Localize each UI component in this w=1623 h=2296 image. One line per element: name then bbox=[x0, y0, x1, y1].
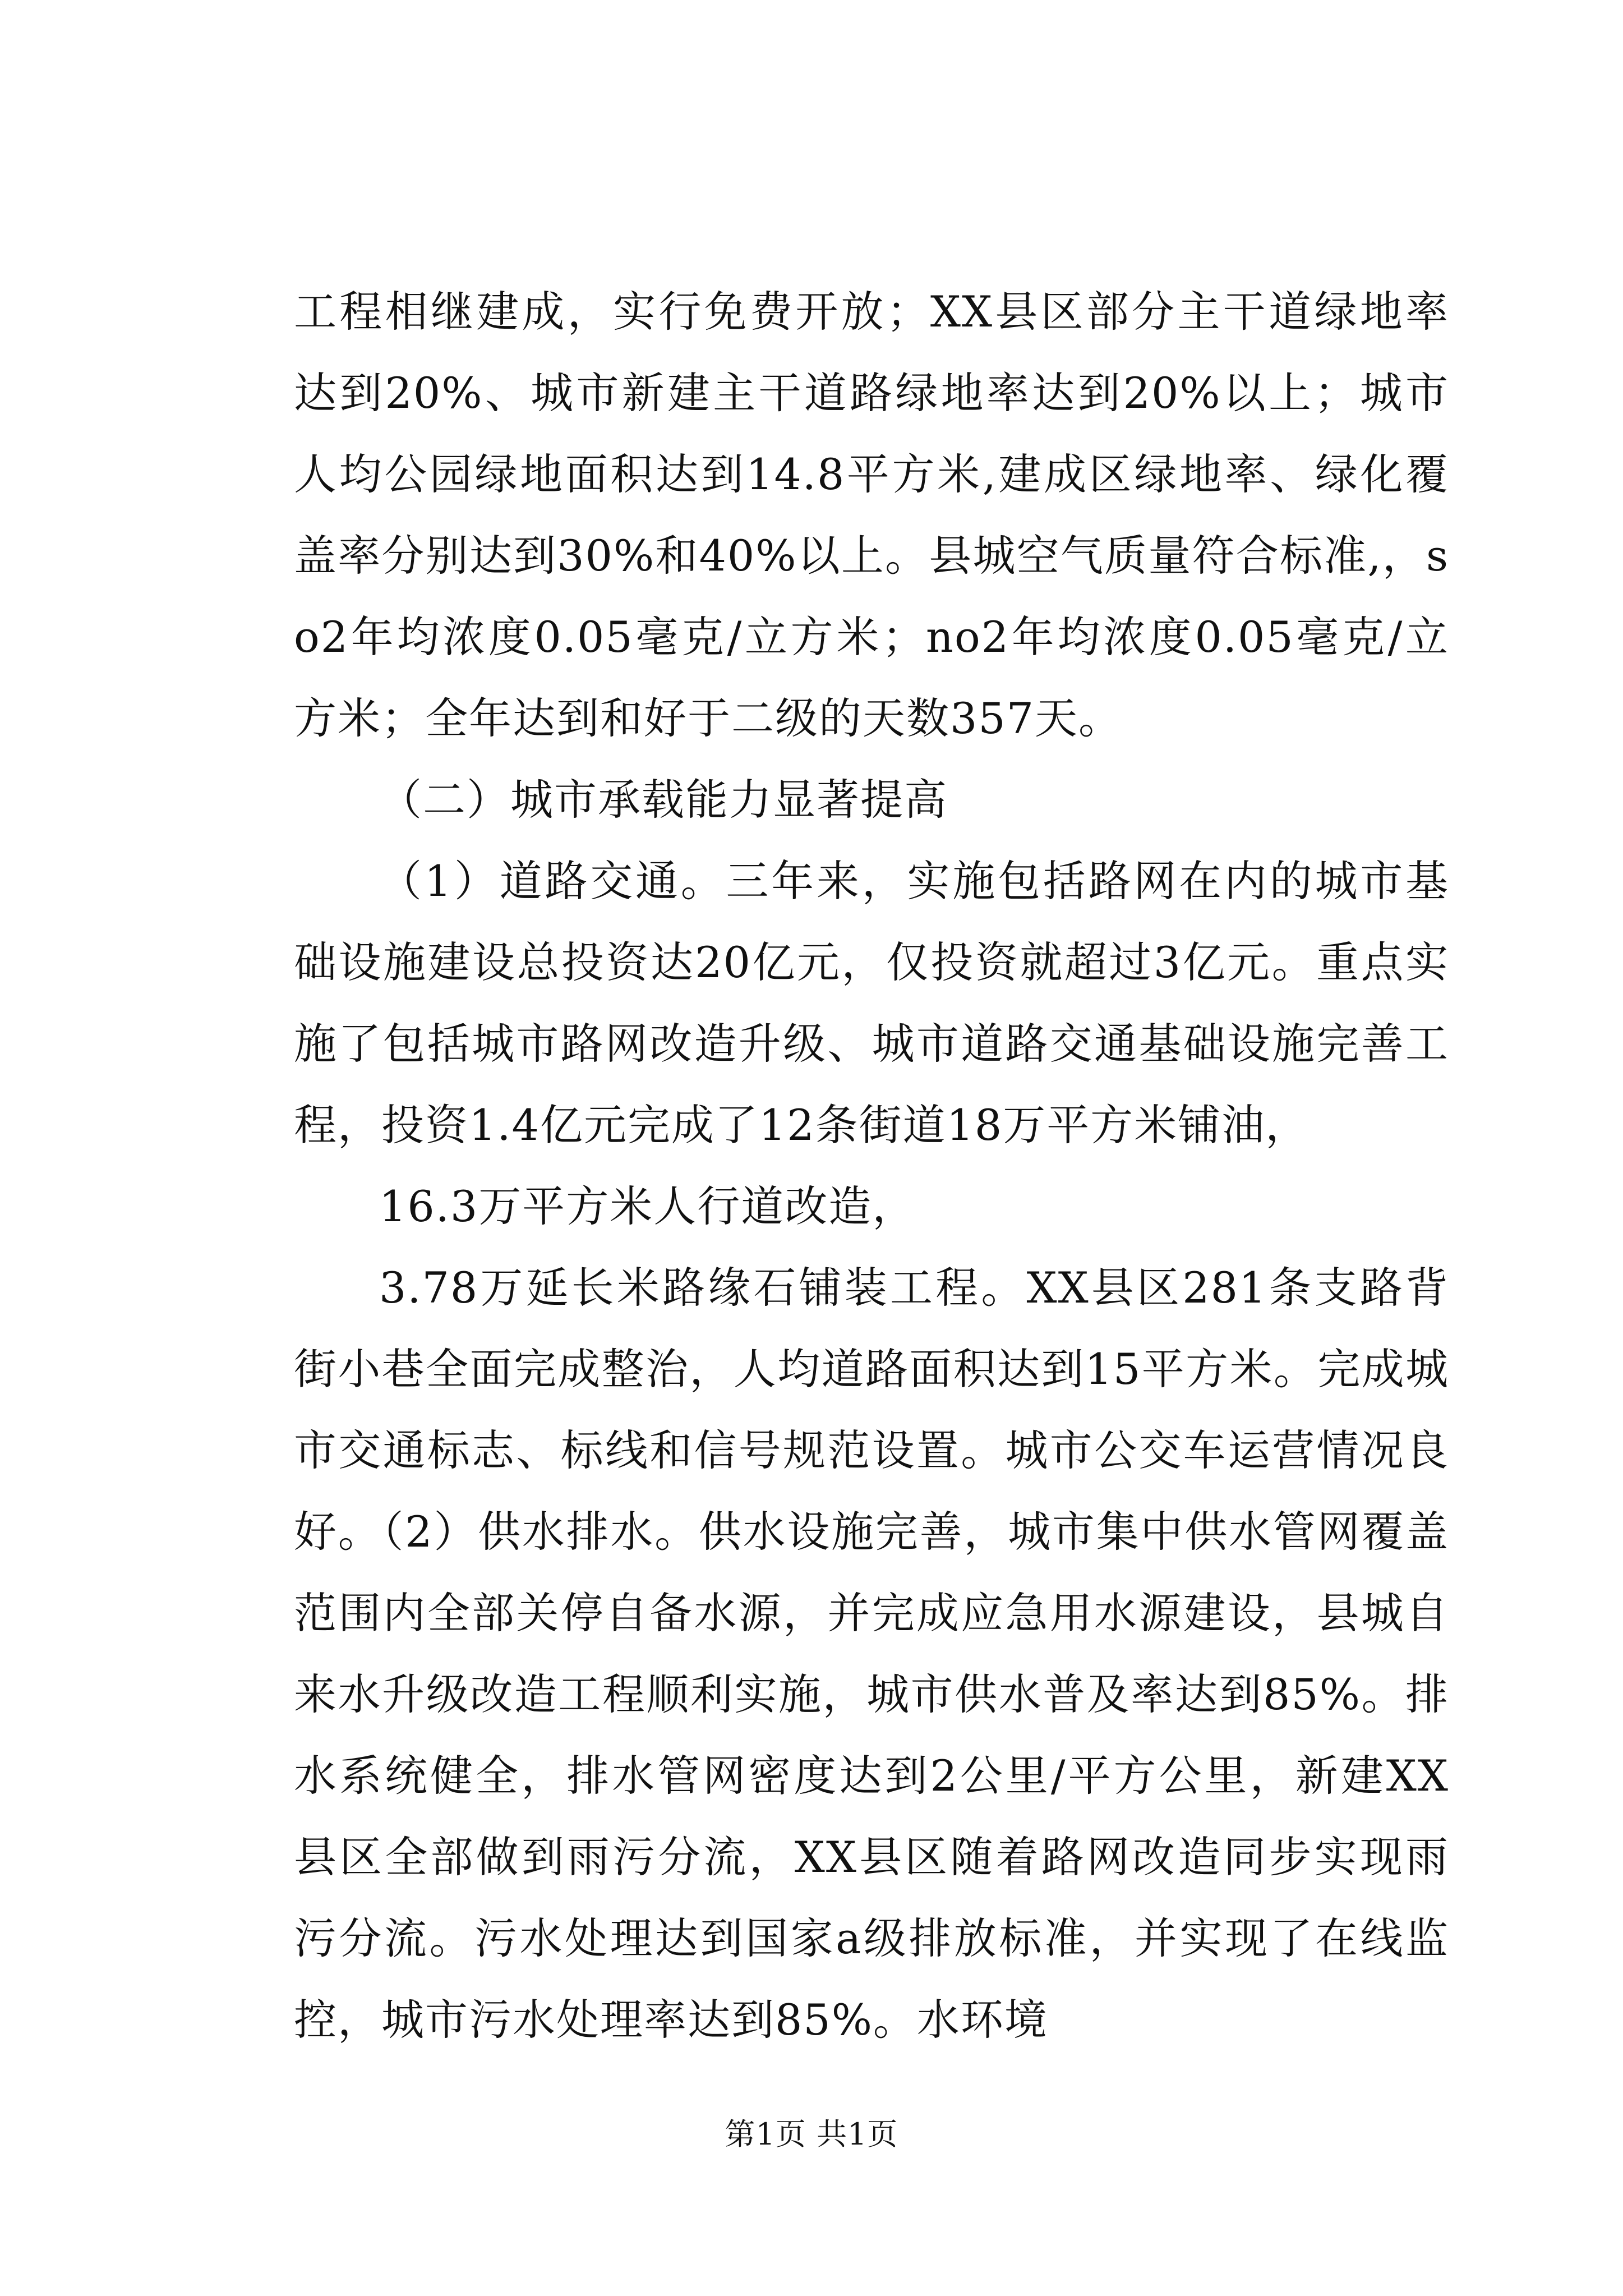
paragraph-2-section-heading: （二）城市承载能力显著提高 bbox=[379, 775, 948, 825]
paragraph-4: 16.3万平方米人行道改造， bbox=[379, 1181, 916, 1231]
paragraph-3: （1）道路交通。三年来，实施包括路网在内的城市基础设施建设总投资达20亿元，仅投资就超过3亿元。重点实施了包括城市路网改造升级、城市道路交通基础设施完善工程，投资1.4亿元完成了12条街道18万平方米铺油， bbox=[294, 856, 1449, 1150]
paragraph-5: 3.78万延长米路缘石铺装工程。XX县区281条支路背街小巷全面完成整治，人均道路面积达到15平方米。完成城市交通标志、标线和信号规范设置。城市公交车运营情况良好。（2）供水排水。供水设施完善，城市集中供水管网覆盖范围内全部关停自备水源，并完成应急用水源建设，县城自来水升级改造工程顺利实施，城市供水普及率达到85%。排水系统健全，排水管网密度达到2公里/平方公里，新建XX县区全部做到雨污分流，XX县区随着路网改造同步实现雨污分流。污水处理达到国家a级排放标准，并实现了在线监控，城市污水处理率达到85%。水环境 bbox=[294, 1263, 1449, 2045]
paragraph-1: 工程相继建成，实行免费开放；XX县区部分主干道绿地率达到20%、城市新建主干道路绿地率达到20%以上；城市人均公园绿地面积达到14.8平方米,建成区绿地率、绿化覆盖率分别达到30%和40%以上。县城空气质量符合标准,，so2年均浓度0.05毫克/立方米；no2年均浓度0.05毫克/立方米；全年达到和好于二级的天数357天。 bbox=[294, 287, 1449, 743]
document-body bbox=[294, 271, 1449, 2060]
page-footer: 第1页 共1页 bbox=[725, 2116, 898, 2152]
